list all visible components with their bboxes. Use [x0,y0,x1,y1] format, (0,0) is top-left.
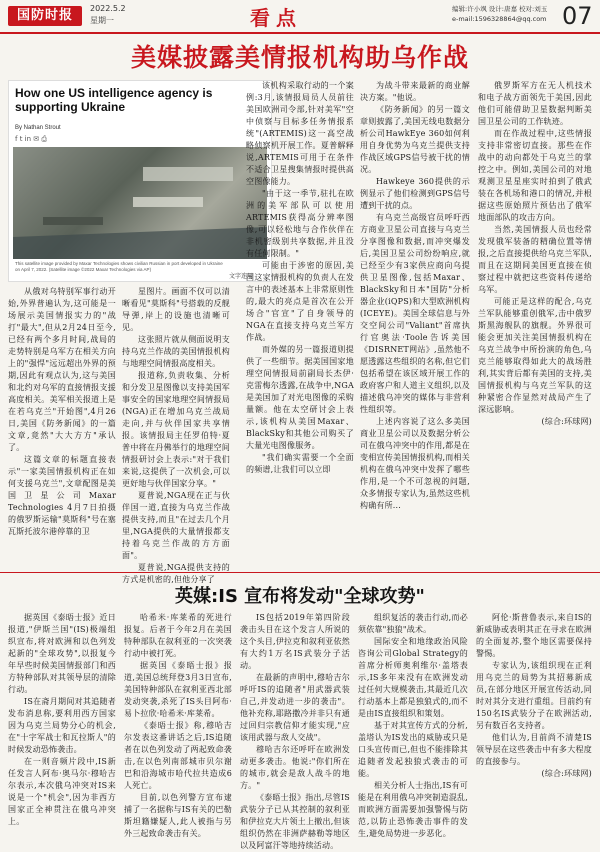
article-photo [8,80,272,282]
port-outline-icon [13,147,267,259]
article2-column-4 [358,612,468,838]
paragraph: 可能正是这样的配合,乌克兰军队能够重创俄军,击中俄罗斯黑海舰队的旗舰。外界很可能会更加关注美国情报机构在乌克兰战争中所扮演的角色,乌克兰能够取得如此大的战场胜利,其实背后都有美国的支持,美国情报机构与乌克兰军队的这种紧密合作显然对战局产生了深远影响。 [478,297,592,414]
share-icons: f t in ✉ ⎙ [15,135,47,143]
contact-email: e-mail:1596328864@qq.com [452,15,547,23]
paragraph: 有乌克兰高级官员呼吁西方商业卫星公司直接与乌克兰分享图像和数据,而冲突爆发后,美国卫星公司纷纷响应,就已经至少有3家供应商向乌提供卫星图像,包括Maxar、BlackSky和日本"国防"分析器企业(iQPS)和大型欧洲机构(ICEYE)。美国全球信息与外交空间公司"Valiant"首席执行官奥法·Toole告诉美国《DISRNET网站》,虽然他不愿透露这些组织的名称,但它们包括希望在该区域开展工作的政府客户和人道主义组织,以及描述俄乌冲突的媒体与非营利性组织等。 [360,213,470,414]
paragraph: 当然,美国情报人员也经常发现俄军装备的精确位置等情报,之后直接提供给乌克兰军队,而且在这期间美国更直接在侦察过程中就把这些资料传递给乌军。 [478,225,592,294]
paragraph: 报道称,负责收集、分析和分发卫星图像以支持美国军事安全的国家地理空间情报局(NGA)正在增加乌克兰战局走向,并与伙伴国家共享情报。该情报局主任罗伯特·夏普中将在丹佛举行的地理空间情报研讨会上表示:"对于我们来说,这提供了一次机会,可以更好地与伙伴国家分享。" [122,371,230,488]
paragraph: 在最新的声明中,穆哈吉尔呼吁IS的追随者"用武器武装自己,并发动进一步的袭击"。他补充称,耶路撒冷并非只有通过回归宗教信仰才能实现,"应该用武器与敌人交战"。 [240,673,350,742]
satellite-image [13,147,267,259]
paragraph: 他们认为,目前尚不清楚IS领导层在这些袭击中有多大程度的直接参与。 [476,733,592,766]
photo-credit: 文字连用 [229,273,254,280]
masthead-rule [0,32,600,34]
article2-column-5 [476,612,592,822]
paragraph: 《泰晤士报》称,穆哈吉尔发表这番讲话之后,IS追随者在以色列发动了两起致命袭击,在以色列南部城市贝尔谢巴和沿海城市哈代拉共造成6人死亡。 [124,721,232,790]
article1-column-4 [360,80,470,570]
editor-credits: 编辑:许小飒 设计:唐嘉 校对:刘玉 [452,5,548,13]
article1-column-5 [478,80,592,570]
paragraph: 《泰晤士报》指出,尽管IS武装分子已从其控制的叙利亚和伊拉克大片领土上撤出,但该组织仍然在非洲萨赫勒等地区以及阿富汗等地持续活动。 [240,793,350,850]
paragraph: IS在斋月期间对其追随者发布消息称,要利用西方国家因为乌克兰局势分心的机会,在"十字军战士和瓦拉斯人"的时候发动恐怖袭击。 [8,697,116,754]
paragraph: 穆哈吉尔还呼吁在欧洲发动更多袭击。他说:"你们所在的城市,就会是敌人战斗的地方。" [240,745,350,790]
issue-weekday: 星期一 [90,16,114,25]
paragraph: 上述内容说了这么多美国商业卫星公司以及数据分析公司在俄乌冲突中的作用,都是在变相宣传美国情报机构,而相关机构在俄乌冲突中发挥了哪些作用,是一个不可忽视的问题,众多情报专家认为,虽然这些机构确有所... [360,417,470,510]
paragraph: 而在作战过程中,这些情报支持非常密切直接。那些在作战中的动向都处于乌克兰的掌控之中。例如,美国公司的对地观测卫星星座实时拍到了俄武装在各机场和港口的情况,并根据这些原始照片预估出了俄军地面部队的攻击方向。 [478,129,592,222]
paragraph: 为战斗带来最新的商业解决方案。"他说。 [360,81,470,102]
article1-column-1 [8,286,116,570]
article1-column-2 [122,286,230,584]
article2-column-1 [8,612,116,826]
paragraph: 专家认为,该组织现在正利用乌克兰的局势为其招募新成员,在部分地区开展宣传活动,同时对其分支进行重组。目前约有150名IS武装分子在欧洲活动,另有数百名支持者。 [476,661,592,730]
paragraph: 组织复活的袭击行动,而必须依靠"独狼"战术。 [358,613,468,634]
paragraph: 星图片。画面不仅可以清晰看见"莫斯科"号搭载的反舰导弹,岸上的设施也清晰可见。 [122,287,230,332]
paragraph: 夏普说,NGA提供支持的方式是机密的,但他分享了 [122,563,230,584]
photo-byline: By Nathan Strout [15,125,61,131]
paragraph: 哈希米·库莱希的死进行报复。后者于今年2月在美国特种部队在叙利亚的一次突袭行动中被打死。 [124,613,232,658]
paragraph: (综合:环球网) [541,417,592,426]
photo-caption: This satellite image provided by Maxar Technologies shows civilian Russian in port developed in Ukraine on April 7, 2022. (Satellite image ©2022 Maxar Technologies via AP) [15,261,223,272]
paragraph: 而外媒的另一篇报道则提供了一些细节。据美国国家地理空间情报局前副局长杰伊·克雷梅尔透露,在战争中,NGA是美国加了对光电图像的采购量额。他在太空研讨会上表示,该机构从美国Maxar、BlackSky和其他公司购买了大量光电图像服务。 [246,345,354,450]
article1-column-3 [246,80,354,570]
article1-headline: 美媒披露美情报机构助乌作战 [130,43,469,72]
paragraph: "我们确实需要一个全面的频谱,让我们可以立即 [246,453,354,474]
paragraph: 在一则音频片段中,IS新任发言人阿布·奥马尔·穆哈吉尔表示,本次俄乌冲突对IS来说是一个"机会",因为非西方国家正全神贯注在俄乌冲突上。 [8,757,116,826]
photo-headline: How one US intelligence agency is supporting Ukraine [15,86,213,114]
article2-column-2 [124,612,232,838]
paragraph: "由于这一季节,驻扎在欧洲的美军部队可以使用ARTEMIS获得高分辨率图像,可以轻松地与合作伙伴在非机密级别共享数据,并且没有任何限制。" [246,189,354,258]
paragraph: (综合:环球网) [541,769,592,778]
paragraph: 这张照片就从侧面说明支持乌克兰作战的美国情报机构与地理空间情报高度相关。 [122,335,230,368]
paragraph: 夏普说,NGA现在正与伙伴国一道,直接为乌克兰作战提供支持,而且"在过去几个月里,NGA提供的大量情报都支持着乌克兰作战的方方面面"。 [122,491,230,560]
paragraph: 据英国《泰晤士报》近日报道,"伊斯兰国"(IS)极端组织宣布,将对欧洲和以色列发起新的"全球攻势",以报复今年早些时候美国情报部门和西方特种部队对其领导层的清除行动。 [8,613,116,694]
paragraph: 相关分析人士指出,IS有可能是在利用俄乌冲突制造混乱,而欧洲方面需要加强警惕与防范,以防止恐怖袭击事件的发生,避免局势进一步恶化。 [358,781,468,838]
article-divider [0,572,600,573]
paragraph: 阿伦·斯普鲁表示,来自IS的新威胁或表明其正在寻求在欧洲的全面复苏,整个地区需要保持警惕。 [476,613,592,658]
paragraph: 国际安全和地缘政治风险咨询公司Global Strategy的首席分析师奥利维尔·盖塔表示,IS多年来没有在欧洲发动过任何大规模袭击,其最近几次行动基本上都是独狼式的,而不是由IS直接组织和策划。 [358,637,468,718]
paragraph: IS包括2019年第四阶段袭击头目在这个发言人所说的这个头目,伊拉克和叙利亚依然有大约1万名IS武装分子活动。 [240,613,350,670]
paragraph: 从俄对乌特别军事行动开始,外界普遍认为,这可能是一场展示美国情报实力的"战打"最大",但从2月24日至今,已经有两个多月时间,战局的走势特别是乌军方在相关方向上的"强悍"远远超出外界的预期,因此有观点认为,这与美国和北约对乌军的直接情报支援高度相关。美军相关报道上是在若乌克兰"开始图",4月26日,美国《防务新闻》的一篇文章,竟然"大大方方"承认了。 [8,287,116,452]
paragraph: 该机构采取行动的一个案例:3月,该情报局员人员前往美国欧洲司令部,针对美军"空中侦察与目标多任务情报系统"(ARTEMIS)这一高空战略侦察机开展工作。夏普解释说,ARTEMIS可用于在条件不适合卫星搜集情报时提供高空图像能力。 [246,81,354,186]
article2-headline: 英媒:IS 宣布将发动"全球攻势" [175,586,425,607]
paragraph: 《防务新闻》的另一篇文章则披露了,美国无线电数据分析公司HawkEye 360如何利用自身优势为乌克兰提供支持作战区域GPS信号被干扰的情况。 [360,105,470,174]
paragraph: 这篇文章的标题直接表示"一家美国情报机构正在如何支援乌克兰",文章配图是美国卫星公司Maxar Technologies 4月7日拍摄的俄罗斯运输"莫斯科"号在塞瓦斯托波尔港停靠的卫 [8,455,116,536]
newspaper-logo: 国防时报 [8,6,82,26]
paragraph: 据英国《泰晤士报》报道,美国总统拜登3月3日宣布,美国特种部队在叙利亚西北部发动突袭,杀死了IS头目阿布·易卜拉欣·哈希米·库莱希。 [124,661,232,718]
page-number: 07 [562,2,593,30]
section-title: 看点 [250,6,302,30]
paragraph: 基于对其宣传方式的分析,盖塔认为IS发出的威胁或只是口头宣传而已,但也不能排除其追随者发起独狼式袭击的可能。 [358,721,468,778]
paragraph: Hawkeye 360提供的示例显示了他们检测到GPS信号遭到干扰的点。 [360,177,470,210]
paragraph: 可能由于涉密的原因,美国这家情报机构的负责人在发言中的表述基本上非常原则性的,最大的亮点是首次在公开场合"官宣"了自身领导的NGA在直接支持乌克兰军方作战。 [246,261,354,342]
article2-column-3 [240,612,350,850]
issue-date: 2022.5.2 [90,4,126,13]
paragraph: 俄罗斯军方在无人机技术和电子战方面领先于美国,因此他们可能借助卫星数据判断美国卫星公司的工作轨迹。 [478,81,592,126]
paragraph: 目前,以色列警方宣布逮捕了一名据称与IS有关的巴勒斯坦籍嫌疑人,此人被指与另外三起致命袭击有关。 [124,793,232,838]
